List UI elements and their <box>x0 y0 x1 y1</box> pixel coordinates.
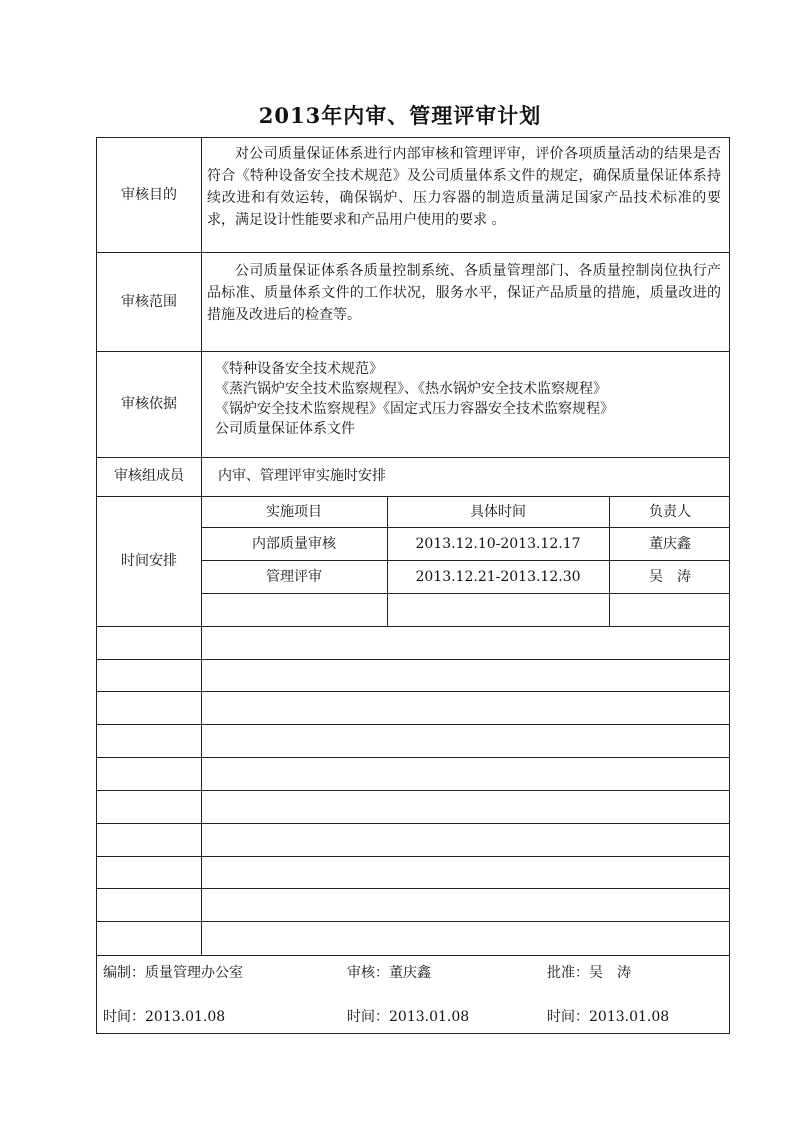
row-divider <box>97 757 729 758</box>
row-divider <box>97 921 729 922</box>
row-divider <box>97 252 729 253</box>
schedule-header-item: 实施项目 <box>266 504 322 520</box>
basis-item: 《蒸汽锅炉安全技术监察规程》、《热水锅炉安全技术监察规程》 <box>215 381 607 397</box>
schedule-cell-owner: 董庆鑫 <box>649 536 691 552</box>
row-divider <box>97 626 729 627</box>
schedule-cell-time: 2013.12.10-2013.12.17 <box>415 536 581 552</box>
row-divider <box>97 888 729 889</box>
page-title: 2013年内审、管理评审计划 <box>258 103 542 128</box>
schedule-divider <box>201 527 729 528</box>
schedule-label: 时间安排 <box>121 553 177 569</box>
row-divider <box>97 659 729 660</box>
reviewed-date: 时间：2013.01.08 <box>347 1009 470 1025</box>
row-divider <box>97 724 729 725</box>
basis-item: 公司质量保证体系文件 <box>215 421 355 437</box>
schedule-cell-item: 内部质量审核 <box>252 536 336 552</box>
basis-item: 《特种设备安全技术规范》 <box>215 361 383 377</box>
approved-date: 时间：2013.01.08 <box>547 1009 670 1025</box>
members-text: 内审、管理评审实施时安排 <box>218 468 386 484</box>
purpose-text: 对公司质量保证体系进行内部审核和管理评审，评价各项质量活动的结果是否符合《特种设备安全技术规范》及公司质量体系文件的规定，确保质量保证体系持续改进和有效运转，确保锅炉、压力容器的制造质量满足国家产品技术标准的要求，满足设计性能要求和产品用户使用的要求 。 <box>207 146 721 228</box>
scope-text: 公司质量保证体系各质量控制系统、各质量管理部门、各质量控制岗位执行产品标准、质量体系文件的工作状况，服务水平，保证产品质量的措施，质量改进的措施及改进后的检查等。 <box>207 263 721 323</box>
reviewed-by: 审核：董庆鑫 <box>347 965 431 981</box>
schedule-cell-item: 管理评审 <box>266 569 322 585</box>
basis-item: 《锅炉安全技术监察规程》《固定式压力容器安全技术监察规程》 <box>215 401 614 417</box>
row-divider <box>97 691 729 692</box>
basis-list <box>215 359 715 439</box>
row-divider <box>97 351 729 352</box>
row-divider <box>97 955 729 956</box>
purpose-label: 审核目的 <box>121 187 177 203</box>
members-label: 审核组成员 <box>114 468 184 484</box>
approved-by: 批准：吴 涛 <box>547 965 631 981</box>
row-divider <box>97 457 729 458</box>
row-divider <box>97 790 729 791</box>
row-divider <box>97 823 729 824</box>
schedule-header-owner: 负责人 <box>649 504 691 520</box>
audit-plan-form <box>96 137 730 1034</box>
basis-label: 审核依据 <box>121 396 177 412</box>
schedule-cell-time: 2013.12.21-2013.12.30 <box>415 569 581 585</box>
schedule-cell-owner: 吴 涛 <box>649 569 691 585</box>
row-divider <box>97 496 729 497</box>
schedule-header-time: 具体时间 <box>470 504 526 520</box>
scope-label: 审核范围 <box>121 294 177 310</box>
schedule-divider <box>201 560 729 561</box>
prepared-by: 编制：质量管理办公室 <box>103 965 243 981</box>
prepared-date: 时间：2013.01.08 <box>103 1009 226 1025</box>
schedule-divider <box>201 593 729 594</box>
row-divider <box>97 856 729 857</box>
